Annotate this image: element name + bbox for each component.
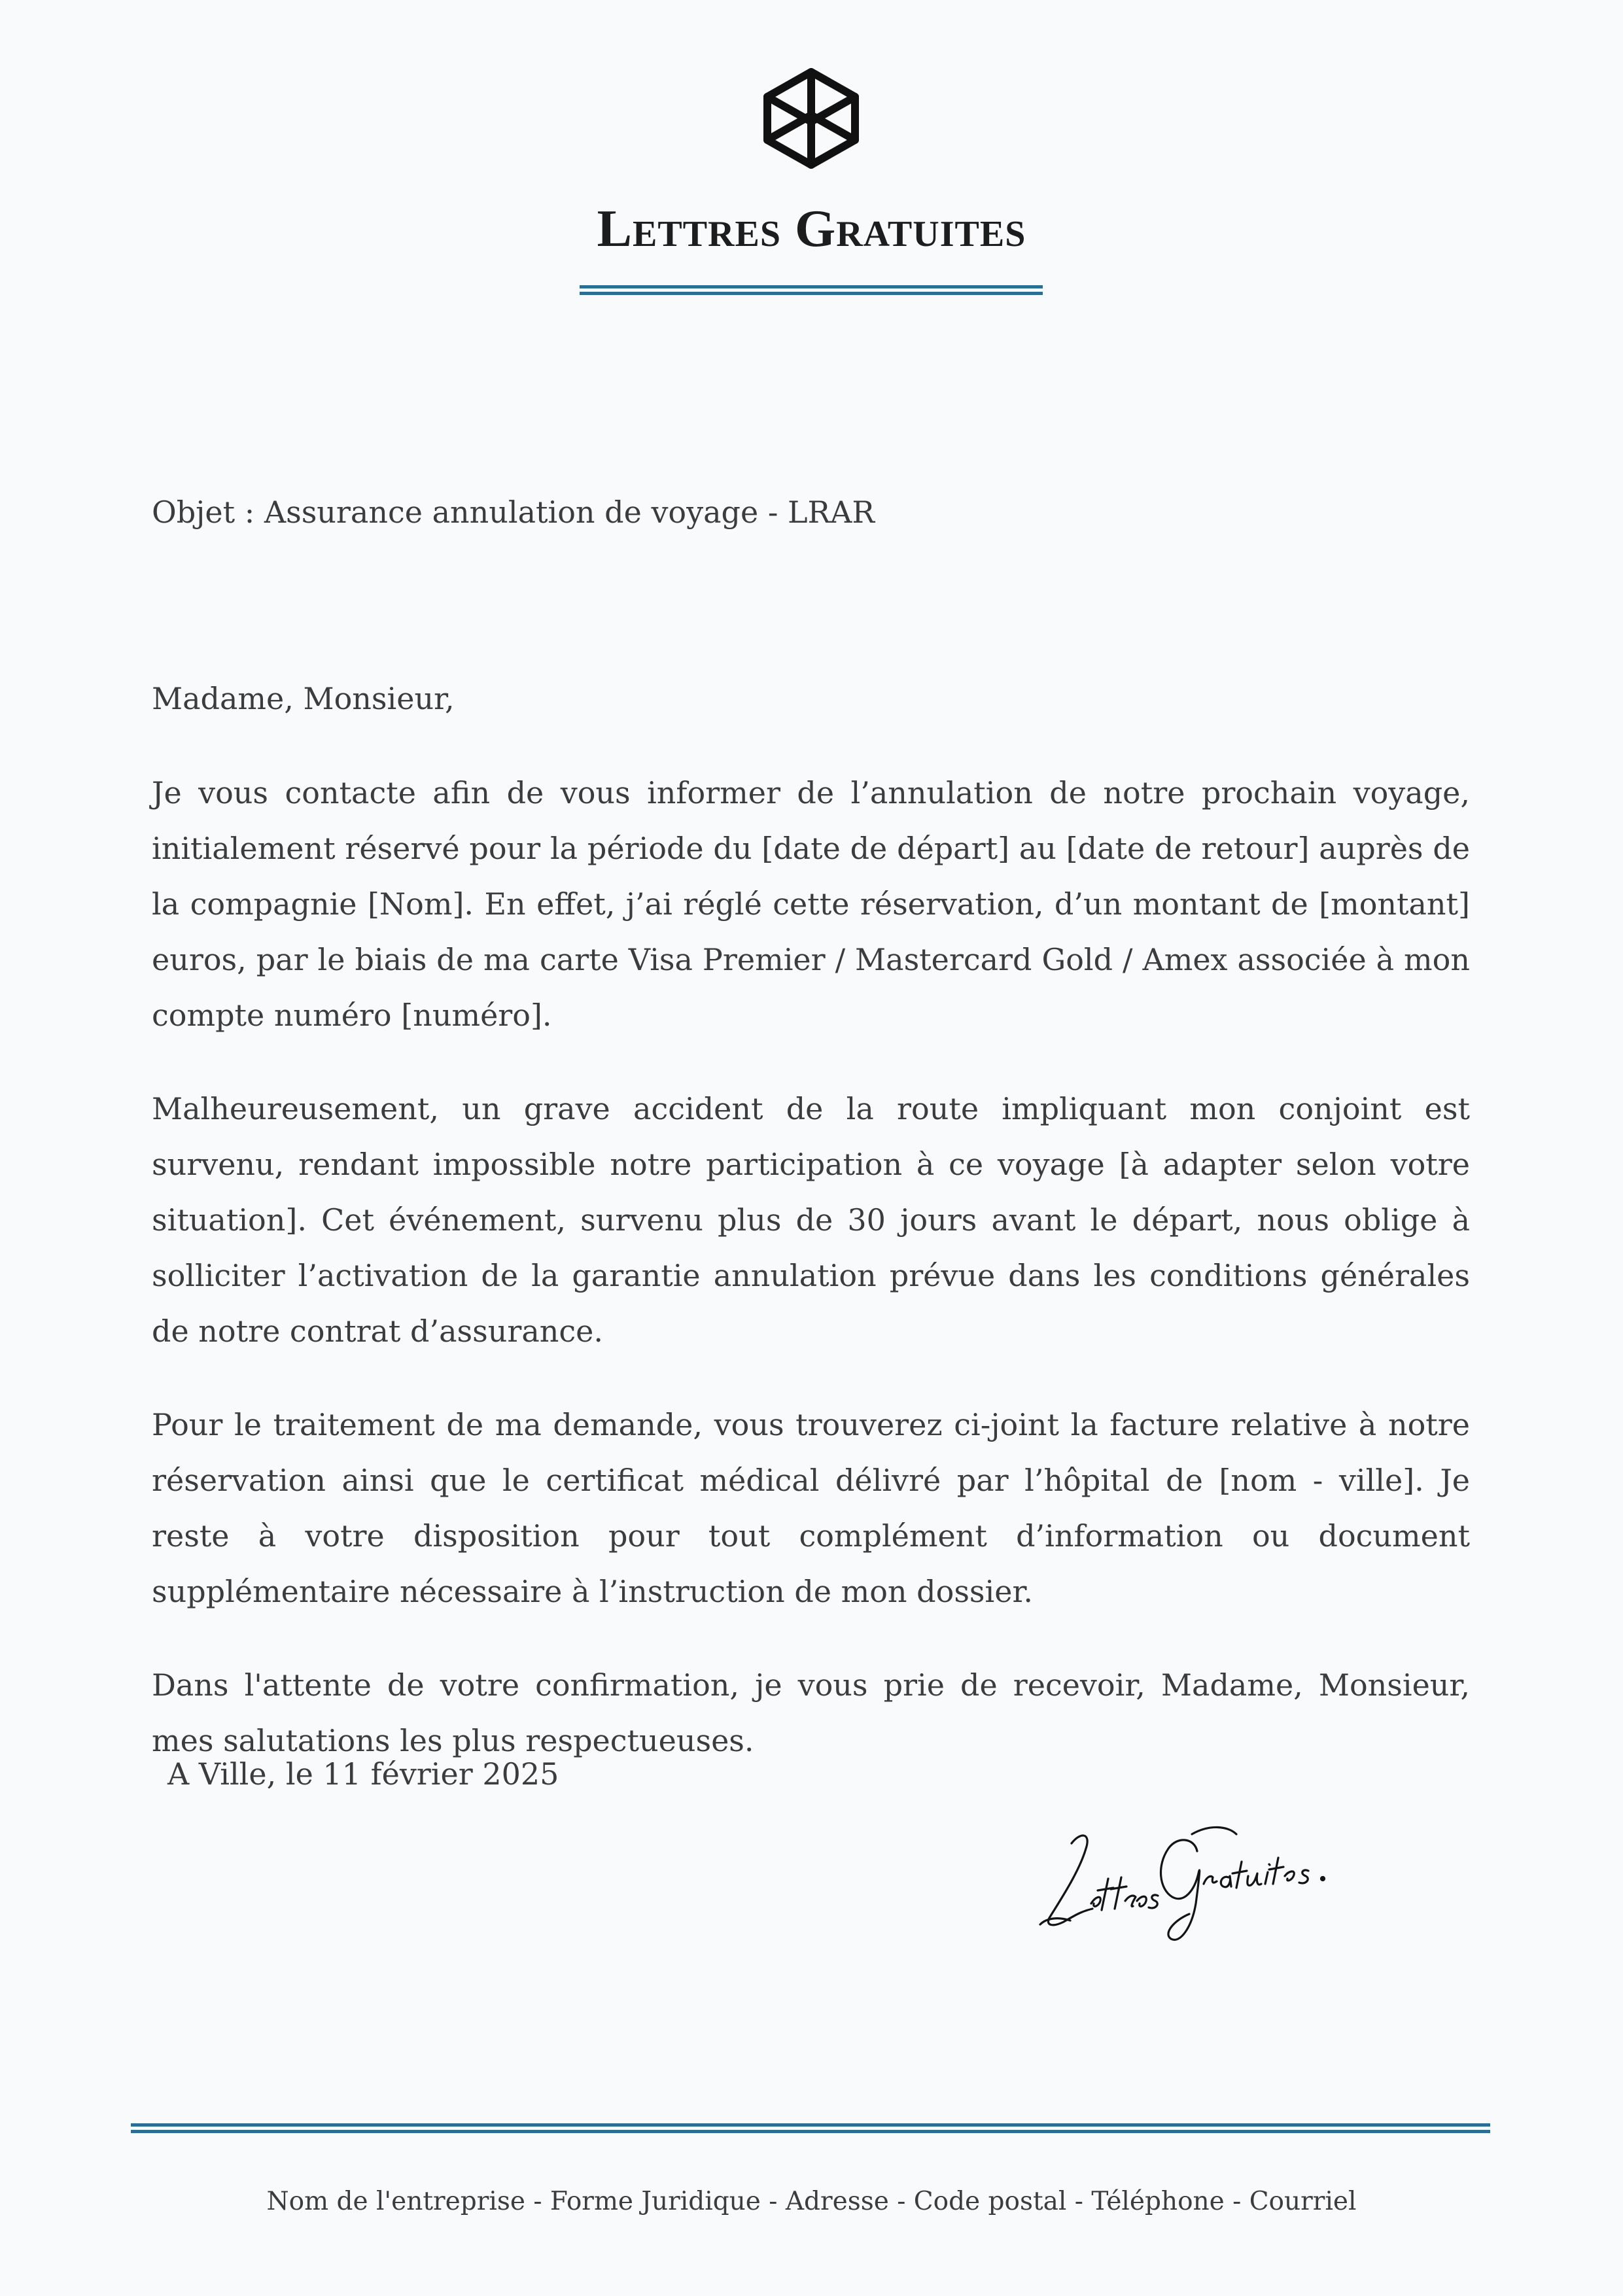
- place-date: A Ville, le 11 février 2025: [167, 1756, 559, 1792]
- header-divider-line: [580, 285, 1043, 288]
- footer-divider: [131, 2123, 1490, 2133]
- header-divider-line: [580, 292, 1043, 295]
- letter-subject: Objet : Assurance annulation de voyage - LRAR: [152, 495, 875, 530]
- body-paragraph: Pour le traitement de ma demande, vous trouverez ci-joint la facture relative à notre réservation ainsi que le certificat médical délivré par l’hôpital de [nom - ville]. Je reste à votre disposition pour tout complément d’information ou document supplémentaire nécessaire à l’instruction de mon dossier.: [152, 1407, 1470, 1609]
- body-paragraph: Je vous contacte afin de vous informer de l’annulation de notre prochain voyage, initialement réservé pour la période du [date de départ] au [date de retour] auprès de la compagnie [Nom]. En effet, j’ai réglé cette réservation, d’un montant de [montant] euros, par le biais de ma carte Visa Premier / Mastercard Gold / Amex associée à mon compte numéro [numéro].: [152, 775, 1470, 1033]
- body-paragraph: Dans l'attente de votre confirmation, je vous prie de recevoir, Madame, Monsieur, mes salutations les plus respectueuses.: [152, 1667, 1470, 1758]
- header-divider: [580, 285, 1043, 295]
- brand-name: Lettres Gratuites: [597, 200, 1026, 258]
- footer-divider-line: [131, 2123, 1490, 2127]
- cube-outline-icon: [758, 65, 864, 171]
- letter-salutation: Madame, Monsieur,: [152, 681, 455, 716]
- body-paragraph: Malheureusement, un grave accident de la route impliquant mon conjoint est survenu, rendant impossible notre participation à ce voyage [à adapter selon votre situation]. Cet événement, survenu plus de 30 jours avant le départ, nous oblige à solliciter l’activation de la garantie annulation prévue dans les conditions générales de notre contrat d’assurance.: [152, 1091, 1470, 1349]
- handwritten-signature: [1021, 1805, 1361, 1949]
- footer-company-info: Nom de l'entreprise - Forme Juridique - Adresse - Code postal - Téléphone - Courriel: [266, 2187, 1357, 2216]
- letter-body: [152, 765, 1470, 1807]
- footer-divider-line: [131, 2130, 1490, 2133]
